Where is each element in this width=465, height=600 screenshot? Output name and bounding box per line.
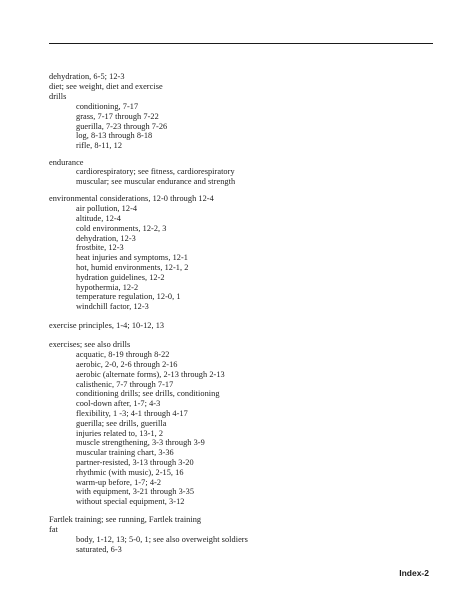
index-entry: exercise principles, 1-4; 10-12, 13 <box>49 321 165 330</box>
index-subentry: conditioning, 7-17 <box>76 102 139 111</box>
index-subentry: with equipment, 3-21 through 3-35 <box>76 487 195 496</box>
index-subentry: flexibility, 1 -3; 4-1 through 4-17 <box>76 409 188 418</box>
index-subentry: dehydration, 12-3 <box>76 234 136 243</box>
index-subentry: muscular training chart, 3-36 <box>76 448 174 457</box>
index-subentry: hot, humid environments, 12-1, 2 <box>76 263 189 272</box>
index-subentry: cold environments, 12-2, 3 <box>76 224 167 233</box>
index-subentry: acquatic, 8-19 through 8-22 <box>76 350 170 359</box>
index-subentry: partner-resisted, 3-13 through 3-20 <box>76 458 194 467</box>
index-entry: fat <box>49 525 58 534</box>
index-subentry: warm-up before, 1-7; 4-2 <box>76 478 162 487</box>
index-subentry: grass, 7-17 through 7-22 <box>76 112 159 121</box>
index-subentry: aerobic, 2-0, 2-6 through 2-16 <box>76 360 178 369</box>
index-subentry: temperature regulation, 12-0, 1 <box>76 292 181 301</box>
index-subentry: altitude, 12-4 <box>76 214 121 223</box>
index-subentry: log, 8-13 through 8-18 <box>76 131 153 140</box>
index-subentry: air pollution, 12-4 <box>76 204 138 213</box>
index-subentry: hydration guidelines, 12-2 <box>76 273 165 282</box>
index-subentry: rhythmic (with music), 2-15, 16 <box>76 468 184 477</box>
index-entry: dehydration, 6-5; 12-3 <box>49 72 125 81</box>
index-subentry: calisthenic, 7-7 through 7-17 <box>76 380 174 389</box>
index-subentry: cool-down after, 1-7; 4-3 <box>76 399 161 408</box>
index-subentry: conditioning drills; see drills, conditioning <box>76 389 220 398</box>
index-entry: exercises; see also drills <box>49 340 131 349</box>
index-subentry: saturated, 6-3 <box>76 545 122 554</box>
index-subentry: muscle strengthening, 3-3 through 3-9 <box>76 438 205 447</box>
index-subentry: aerobic (alternate forms), 2-13 through 2-13 <box>76 370 225 379</box>
index-subentry: muscular; see muscular endurance and strength <box>76 177 236 186</box>
index-subentry: frostbite, 12-3 <box>76 243 124 252</box>
index-subentry: body, 1-12, 13; 5-0, 1; see also overweight soldiers <box>76 535 248 544</box>
index-subentry: injuries related to, 13-1, 2 <box>76 429 164 438</box>
index-subentry: cardiorespiratory; see fitness, cardiorespiratory <box>76 167 235 176</box>
index-entry: diet; see weight, diet and exercise <box>49 82 163 91</box>
index-subentry: guerilla, 7-23 through 7-26 <box>76 122 168 131</box>
page-number: Index-2 <box>399 568 429 578</box>
index-subentry: hypothermia, 12-2 <box>76 283 139 292</box>
index-subentry: windchill factor, 12-3 <box>76 302 149 311</box>
index-subentry: without special equipment, 3-12 <box>76 497 185 506</box>
index-subentry: guerilla; see drills, guerilla <box>76 419 167 428</box>
index-entry: drills <box>49 92 67 101</box>
index-entry: environmental considerations, 12-0 through 12-4 <box>49 194 214 203</box>
index-entry: Fartlek training; see running, Fartlek training <box>49 515 202 524</box>
index-subentry: rifle, 8-11, 12 <box>76 141 123 150</box>
index-entry: endurance <box>49 158 84 167</box>
index-subentry: heat injuries and symptoms, 12-1 <box>76 253 188 262</box>
